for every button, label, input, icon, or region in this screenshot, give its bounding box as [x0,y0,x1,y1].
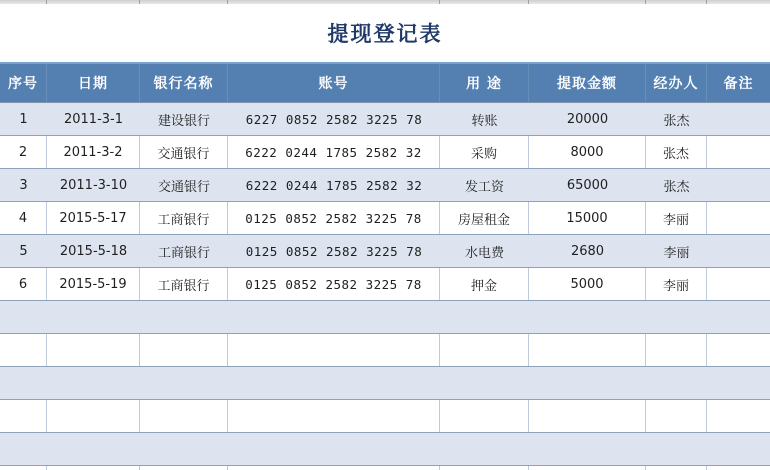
cell[interactable] [707,235,770,267]
cell[interactable]: 2 [0,136,47,168]
cell[interactable]: 1 [19,111,28,127]
cell[interactable]: 水电费 [464,245,504,261]
cell[interactable]: 6 [0,268,47,300]
empty-cell[interactable] [707,433,770,465]
cell[interactable]: 建设银行 [157,113,210,129]
empty-cell[interactable] [440,334,529,366]
empty-cell[interactable] [140,400,228,432]
table-row [0,136,770,169]
cell[interactable]: 交通银行 [140,136,228,168]
empty-cell[interactable] [228,433,440,465]
empty-cell[interactable] [47,400,140,432]
empty-cell[interactable] [440,466,529,470]
empty-cell[interactable] [0,433,47,465]
cell[interactable]: 3 [19,177,28,193]
empty-cell[interactable] [140,466,228,470]
cell[interactable]: 2015-5-18 [59,243,128,259]
cell[interactable]: 工商银行 [157,245,210,261]
cell[interactable]: 张杰 [646,136,707,168]
empty-cell[interactable] [0,334,47,366]
empty-cell[interactable] [0,466,47,470]
empty-cell[interactable] [228,301,440,333]
cell[interactable]: 2015-5-17 [47,202,140,234]
cell[interactable]: 8000 [529,136,646,168]
empty-cell[interactable] [47,433,140,465]
empty-cell[interactable] [529,433,646,465]
cell[interactable] [707,103,770,135]
cell[interactable]: 张杰 [663,179,690,195]
empty-row [0,433,770,466]
column-header-2[interactable]: 日期 [47,64,140,102]
cell[interactable]: 0125 0852 2582 3225 78 [228,268,440,300]
column-boundary-tick [439,0,440,4]
table-row [0,169,770,202]
empty-cell[interactable] [529,301,646,333]
empty-row [0,367,770,400]
empty-cell[interactable] [228,334,440,366]
cell[interactable]: 20000 [566,111,609,127]
partial-row [0,466,770,470]
column-boundary-tick [528,0,529,4]
cell[interactable] [707,136,770,168]
empty-cell[interactable] [646,334,707,366]
cell[interactable] [707,169,770,201]
cell[interactable] [707,268,770,300]
column-boundary-tick [46,0,47,4]
empty-cell[interactable] [707,334,770,366]
empty-cell[interactable] [228,400,440,432]
empty-cell[interactable] [140,367,228,399]
empty-cell[interactable] [529,466,646,470]
empty-cell[interactable] [140,301,228,333]
cell[interactable]: 工商银行 [140,268,228,300]
cell[interactable]: 5 [19,243,28,259]
empty-cell[interactable] [646,301,707,333]
empty-cell[interactable] [0,301,47,333]
cell[interactable]: 2011-3-1 [63,111,123,127]
table-row [0,235,770,268]
cell[interactable] [707,202,770,234]
empty-cell[interactable] [707,301,770,333]
column-header-8[interactable]: 备注 [723,76,754,92]
empty-cell[interactable] [440,400,529,432]
cell[interactable]: 张杰 [663,113,690,129]
cell[interactable]: 工商银行 [140,202,228,234]
table-body [0,103,770,470]
cell[interactable]: 6222 0244 1785 2582 32 [228,136,440,168]
cell[interactable]: 押金 [440,268,529,300]
empty-cell[interactable] [646,466,707,470]
sheet-gridline-strip [0,0,770,4]
cell[interactable]: 李丽 [663,245,690,261]
empty-cell[interactable] [47,367,140,399]
cell[interactable]: 6227 0852 2582 3225 78 [245,111,423,127]
cell[interactable]: 4 [0,202,47,234]
empty-row [0,334,770,367]
cell[interactable]: 2011-3-2 [47,136,140,168]
sheet-title: 提现登记表 [327,22,443,46]
cell[interactable]: 0125 0852 2582 3225 78 [245,243,423,259]
cell[interactable]: 2680 [570,243,605,259]
empty-cell[interactable] [707,367,770,399]
cell[interactable]: 发工资 [464,179,504,195]
empty-cell[interactable] [707,400,770,432]
table-row [0,268,770,301]
column-header-3[interactable]: 银行名称 [140,64,228,102]
empty-cell[interactable] [440,367,529,399]
empty-row [0,301,770,334]
empty-cell[interactable] [47,466,140,470]
empty-cell[interactable] [0,367,47,399]
cell[interactable]: 6222 0244 1785 2582 32 [245,177,423,193]
empty-cell[interactable] [47,334,140,366]
empty-cell[interactable] [707,466,770,470]
column-header-5[interactable]: 用 途 [440,64,529,102]
cell[interactable]: 交通银行 [157,179,210,195]
empty-cell[interactable] [529,400,646,432]
empty-cell[interactable] [140,334,228,366]
empty-cell[interactable] [47,301,140,333]
empty-cell[interactable] [0,400,47,432]
cell[interactable]: 李丽 [646,202,707,234]
empty-cell[interactable] [440,301,529,333]
column-header-7[interactable]: 经办人 [646,64,707,102]
empty-cell[interactable] [646,433,707,465]
cell[interactable]: 5000 [529,268,646,300]
table-row [0,103,770,136]
cell[interactable]: 65000 [566,177,609,193]
empty-cell[interactable] [529,334,646,366]
column-header-4[interactable]: 账号 [228,64,440,102]
cell[interactable]: 2011-3-10 [59,177,128,193]
column-boundary-tick [227,0,228,4]
empty-row [0,400,770,433]
table-row [0,202,770,235]
empty-cell[interactable] [646,400,707,432]
empty-cell[interactable] [529,367,646,399]
empty-cell[interactable] [228,466,440,470]
column-boundary-tick [706,0,707,4]
empty-cell[interactable] [440,433,529,465]
cell[interactable]: 15000 [529,202,646,234]
column-boundary-tick [139,0,140,4]
cell[interactable]: 0125 0852 2582 3225 78 [228,202,440,234]
cell[interactable]: 2015-5-19 [47,268,140,300]
empty-cell[interactable] [140,433,228,465]
cell[interactable]: 房屋租金 [440,202,529,234]
table-header-row [0,62,770,103]
column-boundary-tick [645,0,646,4]
cell[interactable]: 李丽 [646,268,707,300]
empty-cell[interactable] [646,367,707,399]
column-header-1[interactable]: 序号 [0,64,47,102]
column-header-6[interactable]: 提取金额 [529,64,646,102]
cell[interactable]: 转账 [471,113,498,129]
cell[interactable]: 采购 [440,136,529,168]
title-row [0,4,770,62]
empty-cell[interactable] [228,367,440,399]
